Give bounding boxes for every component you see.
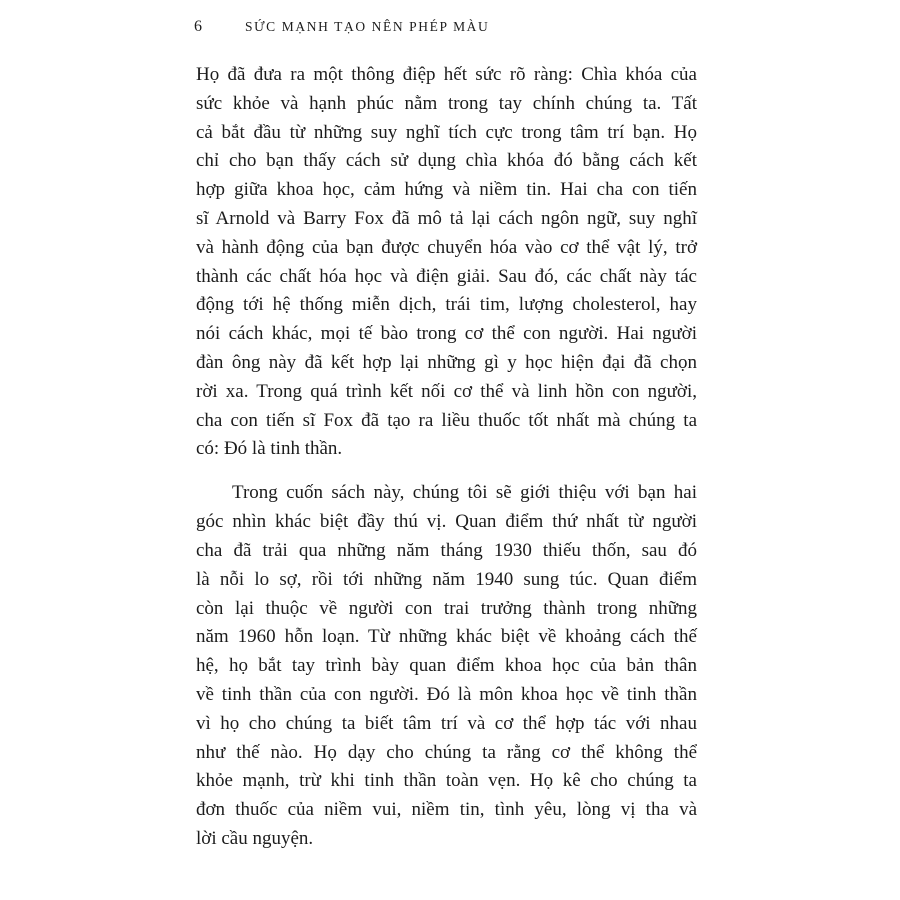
text-line: lời cầu nguyện. (196, 827, 314, 849)
text-line: là nỗi lo sợ, rồi tới những năm 1940 sung túc. Quan điểm (196, 568, 697, 590)
text-line: đơn thuốc của niềm vui, niềm tin, tình yêu, lòng vị tha và (196, 799, 697, 821)
text-line: đàn ông này đã kết hợp lại những gì y học hiện đại đã chọn (196, 351, 697, 373)
text-line: và hành động của bạn được chuyển hóa vào cơ thể vật lý, trở (196, 236, 697, 258)
text-line: Trong cuốn sách này, chúng tôi sẽ giới thiệu với bạn hai (232, 482, 697, 504)
text-line: thành các chất hóa học và điện giải. Sau đó, các chất này tác (196, 265, 697, 287)
text-line: nói cách khác, mọi tế bào trong cơ thể con người. Hai người (196, 323, 697, 345)
page-number: 6 (194, 18, 202, 35)
running-header (0, 0, 900, 46)
text-line: cả bắt đầu từ những suy nghĩ tích cực trong tâm trí bạn. Họ (196, 121, 697, 143)
text-line: hợp giữa khoa học, cảm hứng và niềm tin. Hai cha con tiến (196, 179, 697, 201)
text-line: cha con tiến sĩ Fox đã tạo ra liều thuốc tốt nhất mà chúng ta (196, 409, 697, 431)
text-line: động tới hệ thống miễn dịch, trái tim, lượng cholesterol, hay (196, 294, 697, 316)
text-line: như thế nào. Họ dạy cho chúng ta rằng cơ thể không thể (196, 741, 697, 763)
text-line: sĩ Arnold và Barry Fox đã mô tả lại cách ngôn ngữ, suy nghĩ (196, 207, 697, 229)
running-title: SỨC MẠNH TẠO NÊN PHÉP MÀU (245, 19, 490, 34)
text-line: khỏe mạnh, trừ khi tinh thần toàn vẹn. Họ kê cho chúng ta (196, 770, 697, 792)
text-line: Họ đã đưa ra một thông điệp hết sức rõ ràng: Chìa khóa của (196, 64, 697, 85)
text-line: góc nhìn khác biệt đầy thú vị. Quan điểm thứ nhất từ người (196, 511, 697, 533)
text-line: chỉ cho bạn thấy cách sử dụng chìa khóa đó bằng cách kết (196, 150, 697, 172)
text-line: vì họ cho chúng ta biết tâm trí và cơ thể hợp tác với nhau (196, 712, 697, 734)
paragraph-2 (196, 479, 697, 853)
text-line: về tinh thần của con người. Đó là môn khoa học về tinh thần (196, 683, 697, 705)
text-line: còn lại thuộc về người con trai trưởng thành trong những (196, 597, 697, 619)
text-line: hệ, họ bắt tay trình bày quan điểm khoa học của bản thân (196, 655, 697, 677)
body-text (196, 61, 697, 854)
paragraph-1 (196, 61, 697, 464)
text-line: rời xa. Trong quá trình kết nối cơ thể và linh hồn con người, (196, 380, 697, 402)
text-line: năm 1960 hỗn loạn. Từ những khác biệt về khoảng cách thế (196, 626, 697, 648)
text-line: cha đã trải qua những năm tháng 1930 thiếu thốn, sau đó (196, 539, 697, 561)
text-line: có: Đó là tinh thần. (196, 438, 343, 460)
text-line: sức khỏe và hạnh phúc nằm trong tay chính chúng ta. Tất (196, 92, 697, 114)
